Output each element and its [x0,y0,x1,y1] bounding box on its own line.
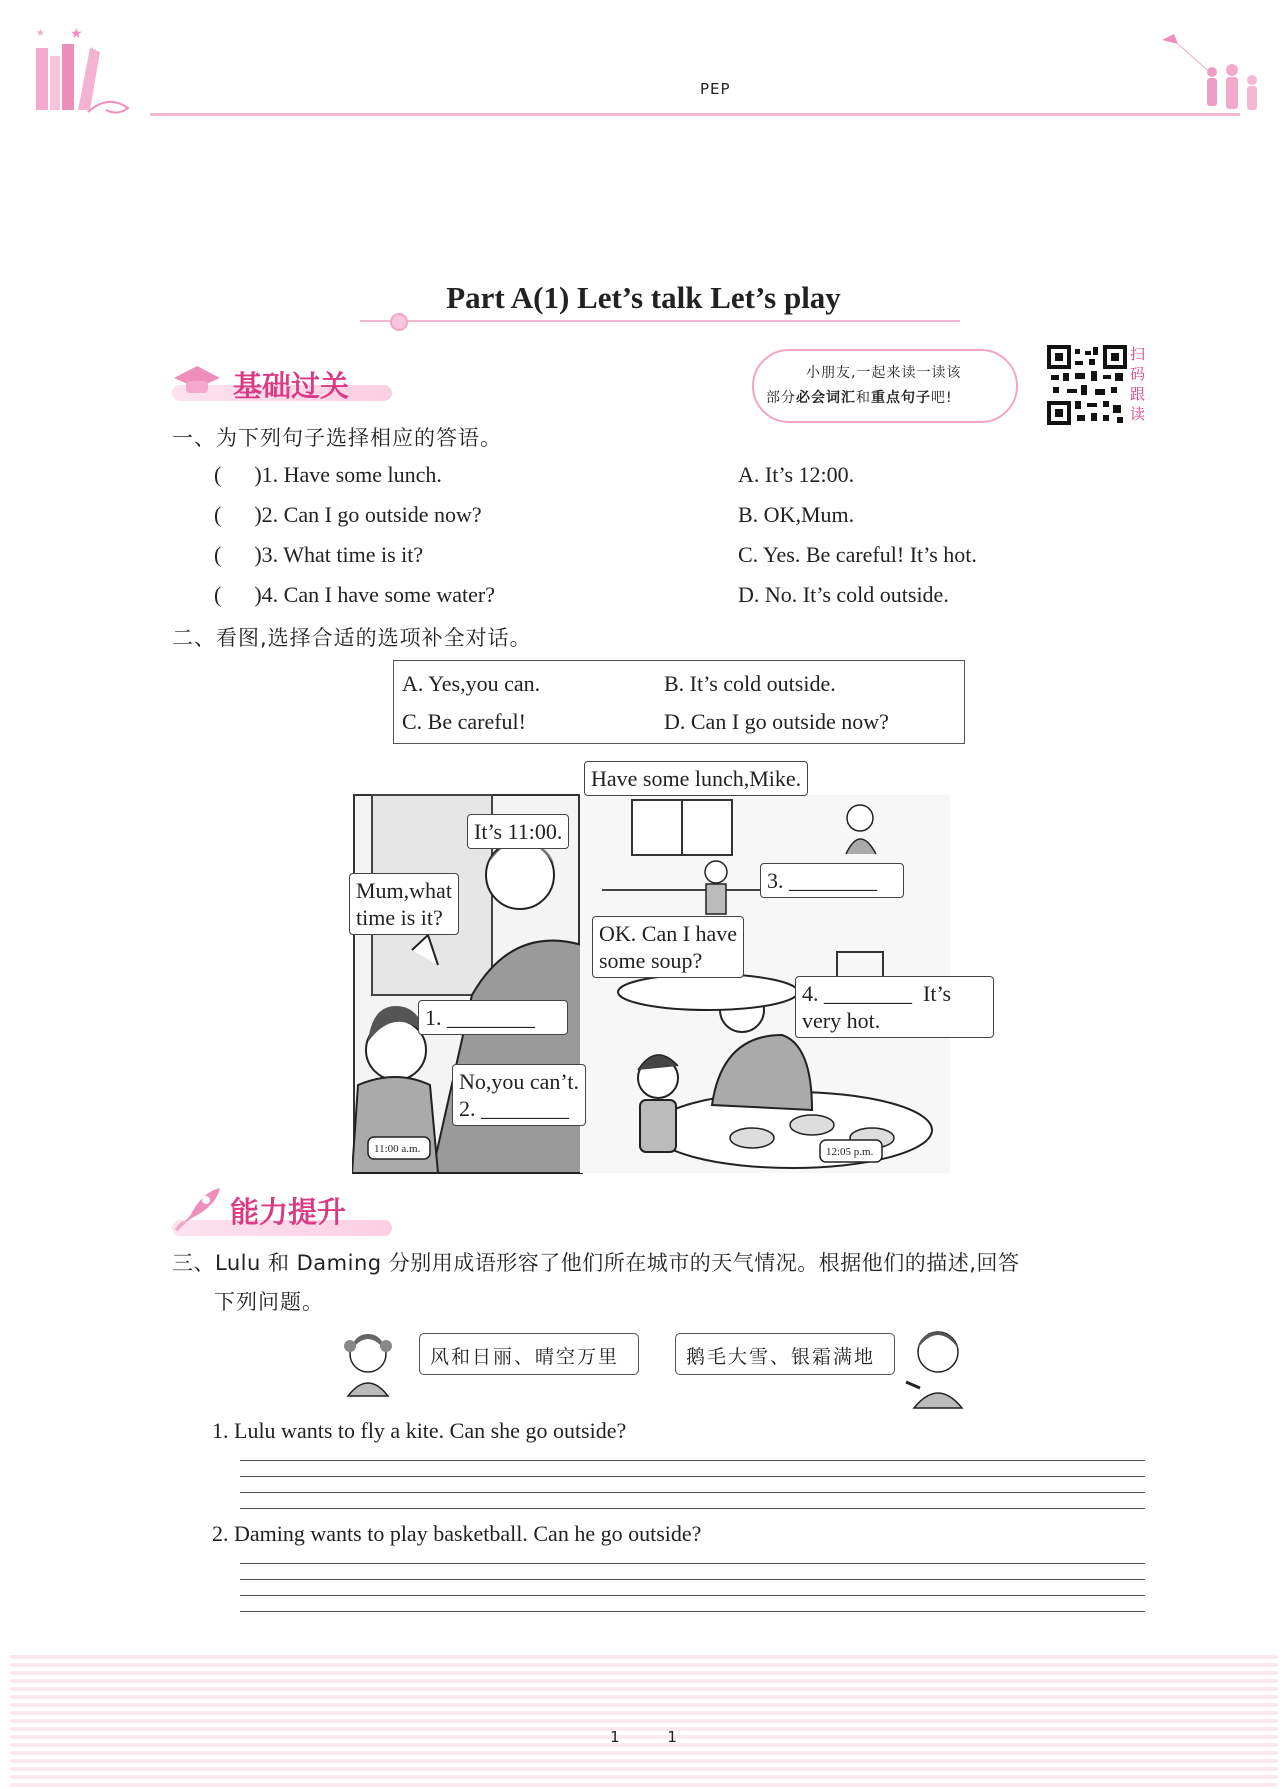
ex2-option: C. Be careful! [402,709,526,734]
page-title: Part A(1) Let’s talk Let’s play [446,280,841,315]
boy-icon [902,1326,974,1410]
ex2-title: 二、看图,选择合适的选项补全对话。 [172,626,532,650]
header-rule [150,113,1240,116]
lulu-says: 风和日丽、晴空万里 [430,1347,620,1368]
ex3-question-2: 2. Daming wants to play basketball. Can he go outside? [212,1521,702,1546]
note-bold-vocab: 必会词汇 [796,390,856,406]
section2-heading: 能力提升 [230,1195,347,1229]
note-suffix: 吧! [931,390,953,406]
qr-label-char: 跟 [1130,385,1146,403]
qr-code-icon [1047,345,1127,425]
note-bold-sentences: 重点句子 [871,390,931,406]
daming-says: 鹅毛大雪、银霜满地 [686,1347,876,1368]
read-note-bubble [752,349,1018,423]
qr-label-char: 读 [1130,405,1146,423]
graduation-cap-icon [172,362,222,406]
qr-label-char: 扫 [1130,345,1146,363]
ex2-option: A. Yes,you can. [402,671,541,696]
girl-icon [336,1328,400,1398]
bubble-blank-3[interactable]: 3. ________ [760,863,904,898]
ex1-answer: C. Yes. Be careful! It’s hot. [738,542,977,567]
bubble-ok-soup [592,916,744,978]
answer-line[interactable] [240,1492,1145,1493]
note-line-1: 小朋友,一起来读一读该 [806,365,962,381]
bubble-line: very hot. [802,1008,881,1033]
title-underline [360,320,960,322]
note-line-2 [766,387,953,407]
bubble-its-1100: It’s 11:00. [467,814,569,849]
lulu-avatar [336,1328,400,1402]
ex2-option: B. It’s cold outside. [664,671,836,696]
ex1-question: ( )3. What time is it? [214,542,424,567]
answer-line[interactable] [240,1595,1145,1596]
ex1-question: ( )4. Can I have some water? [214,582,496,607]
clock-label-right: 12:05 p.m. [826,1146,874,1158]
bubble-line: Mum,what [356,878,452,903]
ex1-title: 一、为下列句子选择相应的答语。 [172,426,502,450]
ex1-question: ( )1. Have some lunch. [214,462,442,487]
ex3-question-1: 1. Lulu wants to fly a kite. Can she go outside? [212,1418,627,1443]
bubble-blank-4[interactable] [795,976,994,1038]
books-logo-icon [28,18,148,118]
footer-stripes [10,1655,1277,1789]
daming-avatar [902,1326,974,1414]
ex2-option: D. Can I go outside now? [664,709,889,734]
section1-heading: 基础过关 [233,369,350,403]
ex1-answer: A. It’s 12:00. [738,462,855,487]
answer-line[interactable] [240,1476,1145,1477]
answer-line[interactable] [240,1579,1145,1580]
svg-text:★: ★ [36,28,45,39]
bubble-mum-what-time [349,873,459,935]
bubble-line: 4. ________ It’s [802,981,952,1006]
daming-speech-bubble [675,1333,895,1375]
qr-label-char: 码 [1130,365,1146,383]
ex1-answer: D. No. It’s cold outside. [738,582,949,607]
lulu-speech-bubble [419,1333,639,1375]
qr-code[interactable] [1047,345,1127,425]
note-and: 和 [856,390,871,406]
header-logo [28,18,148,118]
answer-line[interactable] [240,1563,1145,1564]
svg-text:★: ★ [88,46,97,57]
kids-kite-icon [1160,30,1270,115]
bubble-line: OK. Can I have [599,921,738,946]
note-prefix: 部分 [766,390,796,406]
answer-line[interactable] [240,1508,1145,1509]
header-series: PEP [700,80,731,98]
bubble-no-you-cant [452,1064,586,1126]
bubble-have-lunch: Have some lunch,Mike. [584,761,808,796]
page-number: 1 1 [610,1728,677,1746]
ex3-title-line2: 下列问题。 [214,1290,324,1314]
answer-line[interactable] [240,1460,1145,1461]
bubble-line: some soup? [599,948,703,973]
bubble-line: time is it? [356,905,443,930]
bubble-blank-1[interactable]: 1. ________ [418,1000,568,1035]
bubble-line[interactable]: 2. ________ [459,1096,569,1121]
bubble-line: No,you can’t. [459,1069,579,1094]
ex1-answer: B. OK,Mum. [738,502,855,527]
answer-line[interactable] [240,1611,1145,1612]
qr-label [1130,344,1148,424]
ex2-options-box [393,660,965,744]
rocket-icon [172,1186,222,1236]
ex1-question: ( )2. Can I go outside now? [214,502,482,527]
title-dot [390,313,408,331]
svg-text:★: ★ [70,26,83,42]
header-kids-kite [1160,30,1270,115]
ex3-title-line1: 三、Lulu 和 Daming 分别用成语形容了他们所在城市的天气情况。根据他们的描述,回答 [172,1251,1020,1275]
clock-label-left: 11:00 a.m. [374,1143,421,1155]
